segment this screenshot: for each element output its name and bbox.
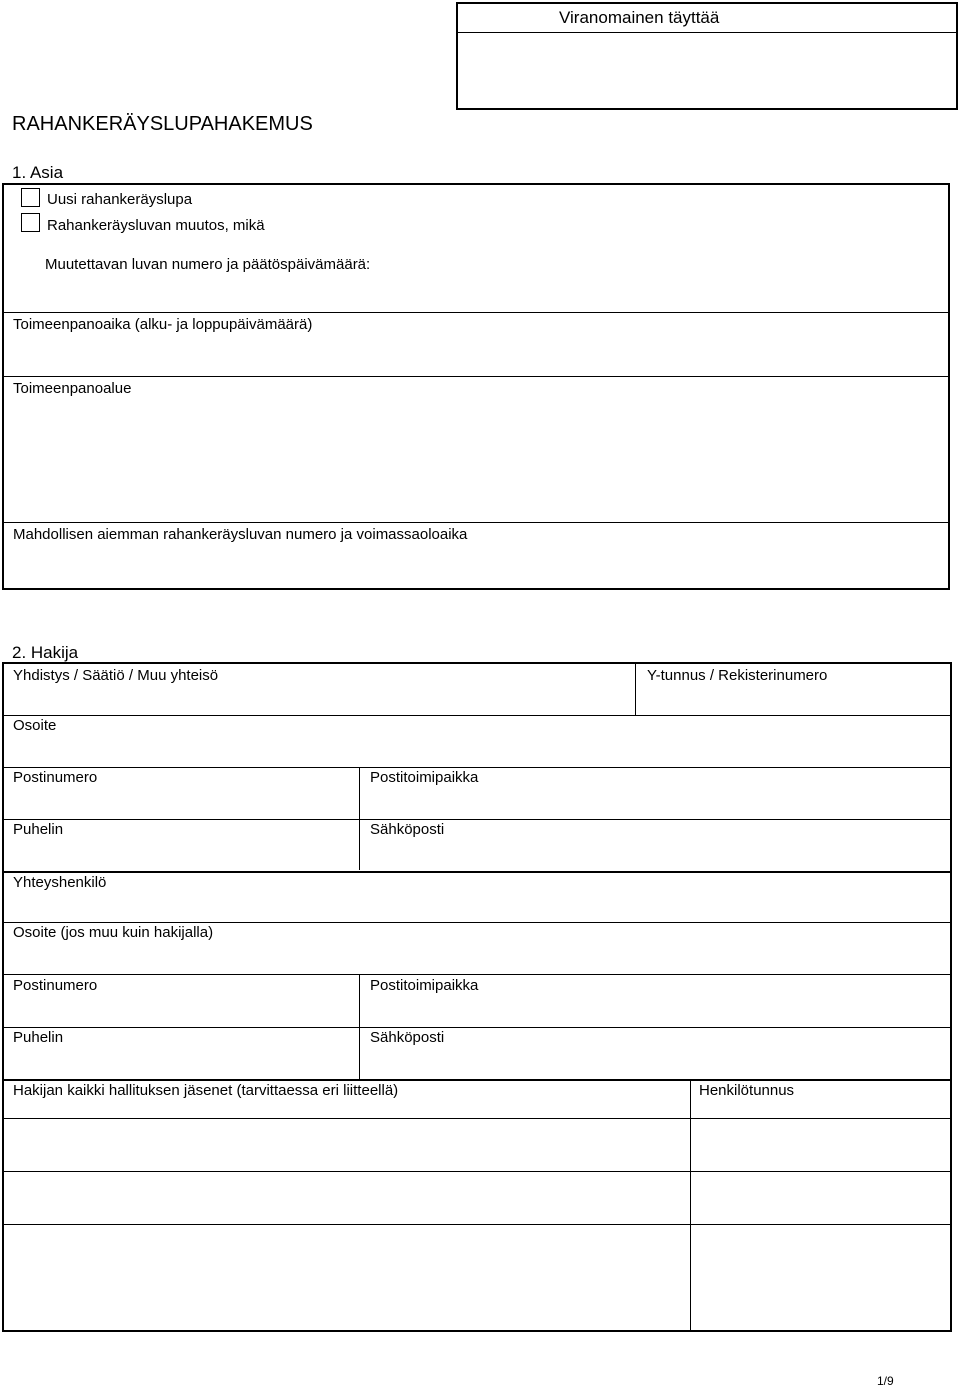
contact-post-office-label: Postitoimipaikka xyxy=(370,977,479,994)
applicant-address-label: Osoite xyxy=(13,717,57,734)
applicant-address-field[interactable] xyxy=(4,736,950,766)
board-member-id-field-3[interactable] xyxy=(692,1226,950,1328)
contact-address-field[interactable] xyxy=(4,943,950,973)
board-row-divider-2 xyxy=(4,1171,950,1172)
section2-box xyxy=(2,662,952,1332)
contact-email-label: Sähköposti xyxy=(370,1029,445,1046)
previous-permit-field[interactable] xyxy=(4,547,948,587)
applicant-post-office-field[interactable] xyxy=(361,788,950,818)
applicant-email-field[interactable] xyxy=(361,840,950,870)
contact-post-office-field[interactable] xyxy=(361,996,950,1026)
section2-divider-5 xyxy=(4,922,950,923)
section2-divider-7 xyxy=(4,1027,950,1028)
section2-divider-2 xyxy=(4,767,950,768)
section1-divider-3 xyxy=(4,522,948,523)
contact-phone-field[interactable] xyxy=(4,1048,359,1078)
authority-box-divider xyxy=(458,32,956,33)
business-id-label: Y-tunnus / Rekisterinumero xyxy=(647,667,828,684)
authority-box-label: Viranomainen täyttää xyxy=(559,8,720,27)
form-title: RAHANKERÄYSLUPAHAKEMUS xyxy=(12,113,313,135)
page-number: 1/9 xyxy=(877,1374,894,1388)
new-permit-label: Uusi rahankeräyslupa xyxy=(47,191,193,208)
board-member-name-field-1[interactable] xyxy=(4,1120,690,1170)
business-id-field[interactable] xyxy=(637,686,950,714)
applicant-phone-field[interactable] xyxy=(4,840,359,870)
execution-period-field[interactable] xyxy=(4,337,948,375)
authority-box xyxy=(456,2,958,110)
contact-phone-label: Puhelin xyxy=(13,1029,64,1046)
contact-postal-code-field[interactable] xyxy=(4,996,359,1026)
execution-area-label: Toimeenpanoalue xyxy=(13,380,132,397)
section2-heading: 2. Hakija xyxy=(12,643,79,662)
permit-change-label: Rahankeräysluvan muutos, mikä xyxy=(47,217,265,234)
execution-period-label: Toimeenpanoaika (alku- ja loppupäivämäärä) xyxy=(13,316,313,333)
previous-permit-label: Mahdollisen aiemman rahankeräysluvan numero ja voimassaoloaika xyxy=(13,526,468,543)
board-row-divider-1 xyxy=(4,1118,950,1119)
section1-heading: 1. Asia xyxy=(12,163,64,182)
board-row-divider-3 xyxy=(4,1224,950,1225)
contact-person-label: Yhteyshenkilö xyxy=(13,874,107,891)
board-members-label: Hakijan kaikki hallituksen jäsenet (tarvittaessa eri liitteellä) xyxy=(13,1082,399,1099)
section1-box xyxy=(2,183,950,590)
business-id-divider xyxy=(635,664,636,715)
section2-divider-4 xyxy=(4,871,950,873)
contact-email-field[interactable] xyxy=(361,1048,950,1078)
contact-address-label: Osoite (jos muu kuin hakijalla) xyxy=(13,924,214,941)
board-member-name-field-3[interactable] xyxy=(4,1226,690,1328)
applicant-phone-label: Puhelin xyxy=(13,821,64,838)
board-id-divider xyxy=(690,1079,691,1330)
contact-person-field[interactable] xyxy=(4,893,950,921)
section2-divider-6 xyxy=(4,974,950,975)
board-member-id-field-2[interactable] xyxy=(692,1173,950,1223)
permit-change-checkbox[interactable] xyxy=(21,213,40,232)
applicant-postal-code-label: Postinumero xyxy=(13,769,98,786)
change-permit-number-field[interactable] xyxy=(4,277,948,311)
applicant-post-office-label: Postitoimipaikka xyxy=(370,769,479,786)
execution-area-field[interactable] xyxy=(4,401,948,521)
section1-divider-2 xyxy=(4,376,948,377)
board-member-name-field-2[interactable] xyxy=(4,1173,690,1223)
authority-box-field[interactable] xyxy=(458,34,956,108)
change-permit-number-label: Muutettavan luvan numero ja päätöspäivämäärä: xyxy=(45,256,371,273)
section2-divider-3 xyxy=(4,819,950,820)
applicant-email-label: Sähköposti xyxy=(370,821,445,838)
contact-postal-code-label: Postinumero xyxy=(13,977,98,994)
section2-divider-8 xyxy=(4,1079,950,1081)
section1-divider-1 xyxy=(4,312,948,313)
personal-id-label: Henkilötunnus xyxy=(699,1082,795,1099)
board-member-id-field-1[interactable] xyxy=(692,1120,950,1170)
applicant-postal-code-field[interactable] xyxy=(4,788,359,818)
organization-label: Yhdistys / Säätiö / Muu yhteisö xyxy=(13,667,219,684)
new-permit-checkbox[interactable] xyxy=(21,188,40,207)
organization-field[interactable] xyxy=(4,686,635,714)
section2-divider-1 xyxy=(4,715,950,716)
